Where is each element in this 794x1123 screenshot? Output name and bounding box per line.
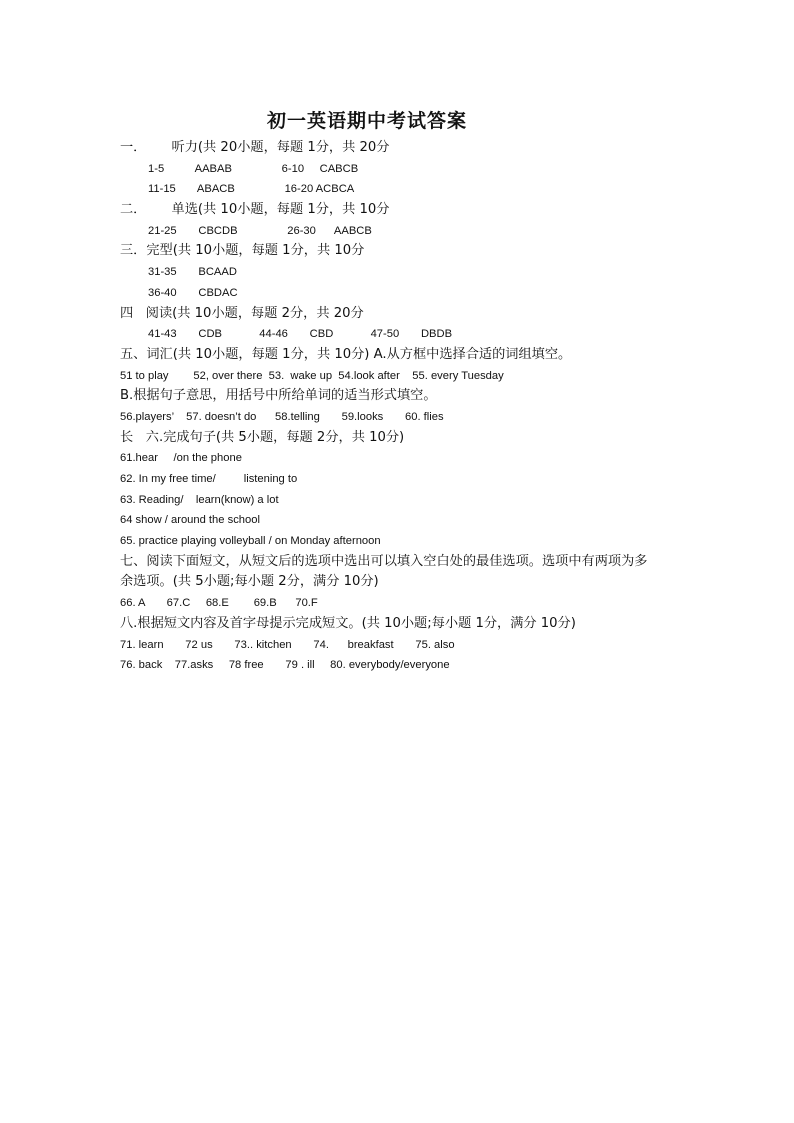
section-heading: 余选项。(共 5小题;每小题 2分，满分 10分) <box>120 574 379 590</box>
answer-line: 41-43 CDB 44-46 CBD 47-50 DBDB <box>148 328 453 341</box>
section-heading: 八.根据短文内容及首字母提示完成短文。(共 10小题;每小题 1分，满分 10分) <box>120 615 576 631</box>
answer-line: 31-35 BCAAD <box>148 266 237 279</box>
section-heading: 五、词汇(共 10小题，每题 1分，共 10分) A.从方框中选择合适的词组填空。 <box>120 346 572 362</box>
answer-line: 65. practice playing volleyball / on Monday afternoon <box>120 535 381 548</box>
answer-list <box>120 138 760 676</box>
section-heading: 一． 听力(共 20小题，每题 1分，共 20分 <box>120 140 390 155</box>
answer-line: 11-15 ABACB 16-20 ACBCA <box>148 183 355 196</box>
section-heading: 四 阅读(共 10小题，每题 2分，共 20分 <box>120 305 364 321</box>
answer-line: 76. back 77.asks 78 free 79 . ill 80. everybody/everyone <box>120 659 450 672</box>
section-heading: 七、阅读下面短文，从短文后的选项中选出可以填入空白处的最佳选项。选项中有两项为多 <box>120 553 648 569</box>
answer-line: 71. learn 72 us 73.. kitchen 74. breakfast 75. also <box>120 638 455 651</box>
answer-line: 21-25 CBCDB 26-30 AABCB <box>148 224 372 237</box>
answer-line: 61.hear /on the phone <box>120 452 242 465</box>
section-heading: 三．完型(共 10小题，每题 1分，共 10分 <box>120 243 365 259</box>
section-heading: 二． 单选(共 10小题，每题 1分，共 10分 <box>120 202 390 218</box>
answer-line: 63. Reading/ learn(know) a lot <box>120 493 279 506</box>
answer-line: 62. In my free time/ listening to <box>120 473 298 485</box>
answer-line: 56.players’ 57. doesn’t do 58.telling 59.looks 60. flies <box>120 410 444 423</box>
answer-line: 66. A 67.C 68.E 69.B 70.F <box>120 597 318 610</box>
section-heading: B.根据句子意思，用括号中所给单词的适当形式填空。 <box>120 388 437 404</box>
answer-line: 64 show / around the school <box>120 514 260 527</box>
answer-line: 36-40 CBDAC <box>148 286 238 299</box>
answer-line: 1-5 AABAB 6-10 CABCB <box>148 162 359 175</box>
section-heading: 长 六.完成句子(共 5小题，每题 2分，共 10分) <box>120 429 405 445</box>
answer-line: 51 to play 52, over there 53. wake up 54.look after 55. every Tuesday <box>120 369 504 382</box>
document-title: 初一英语期中考试答案 <box>266 110 467 132</box>
